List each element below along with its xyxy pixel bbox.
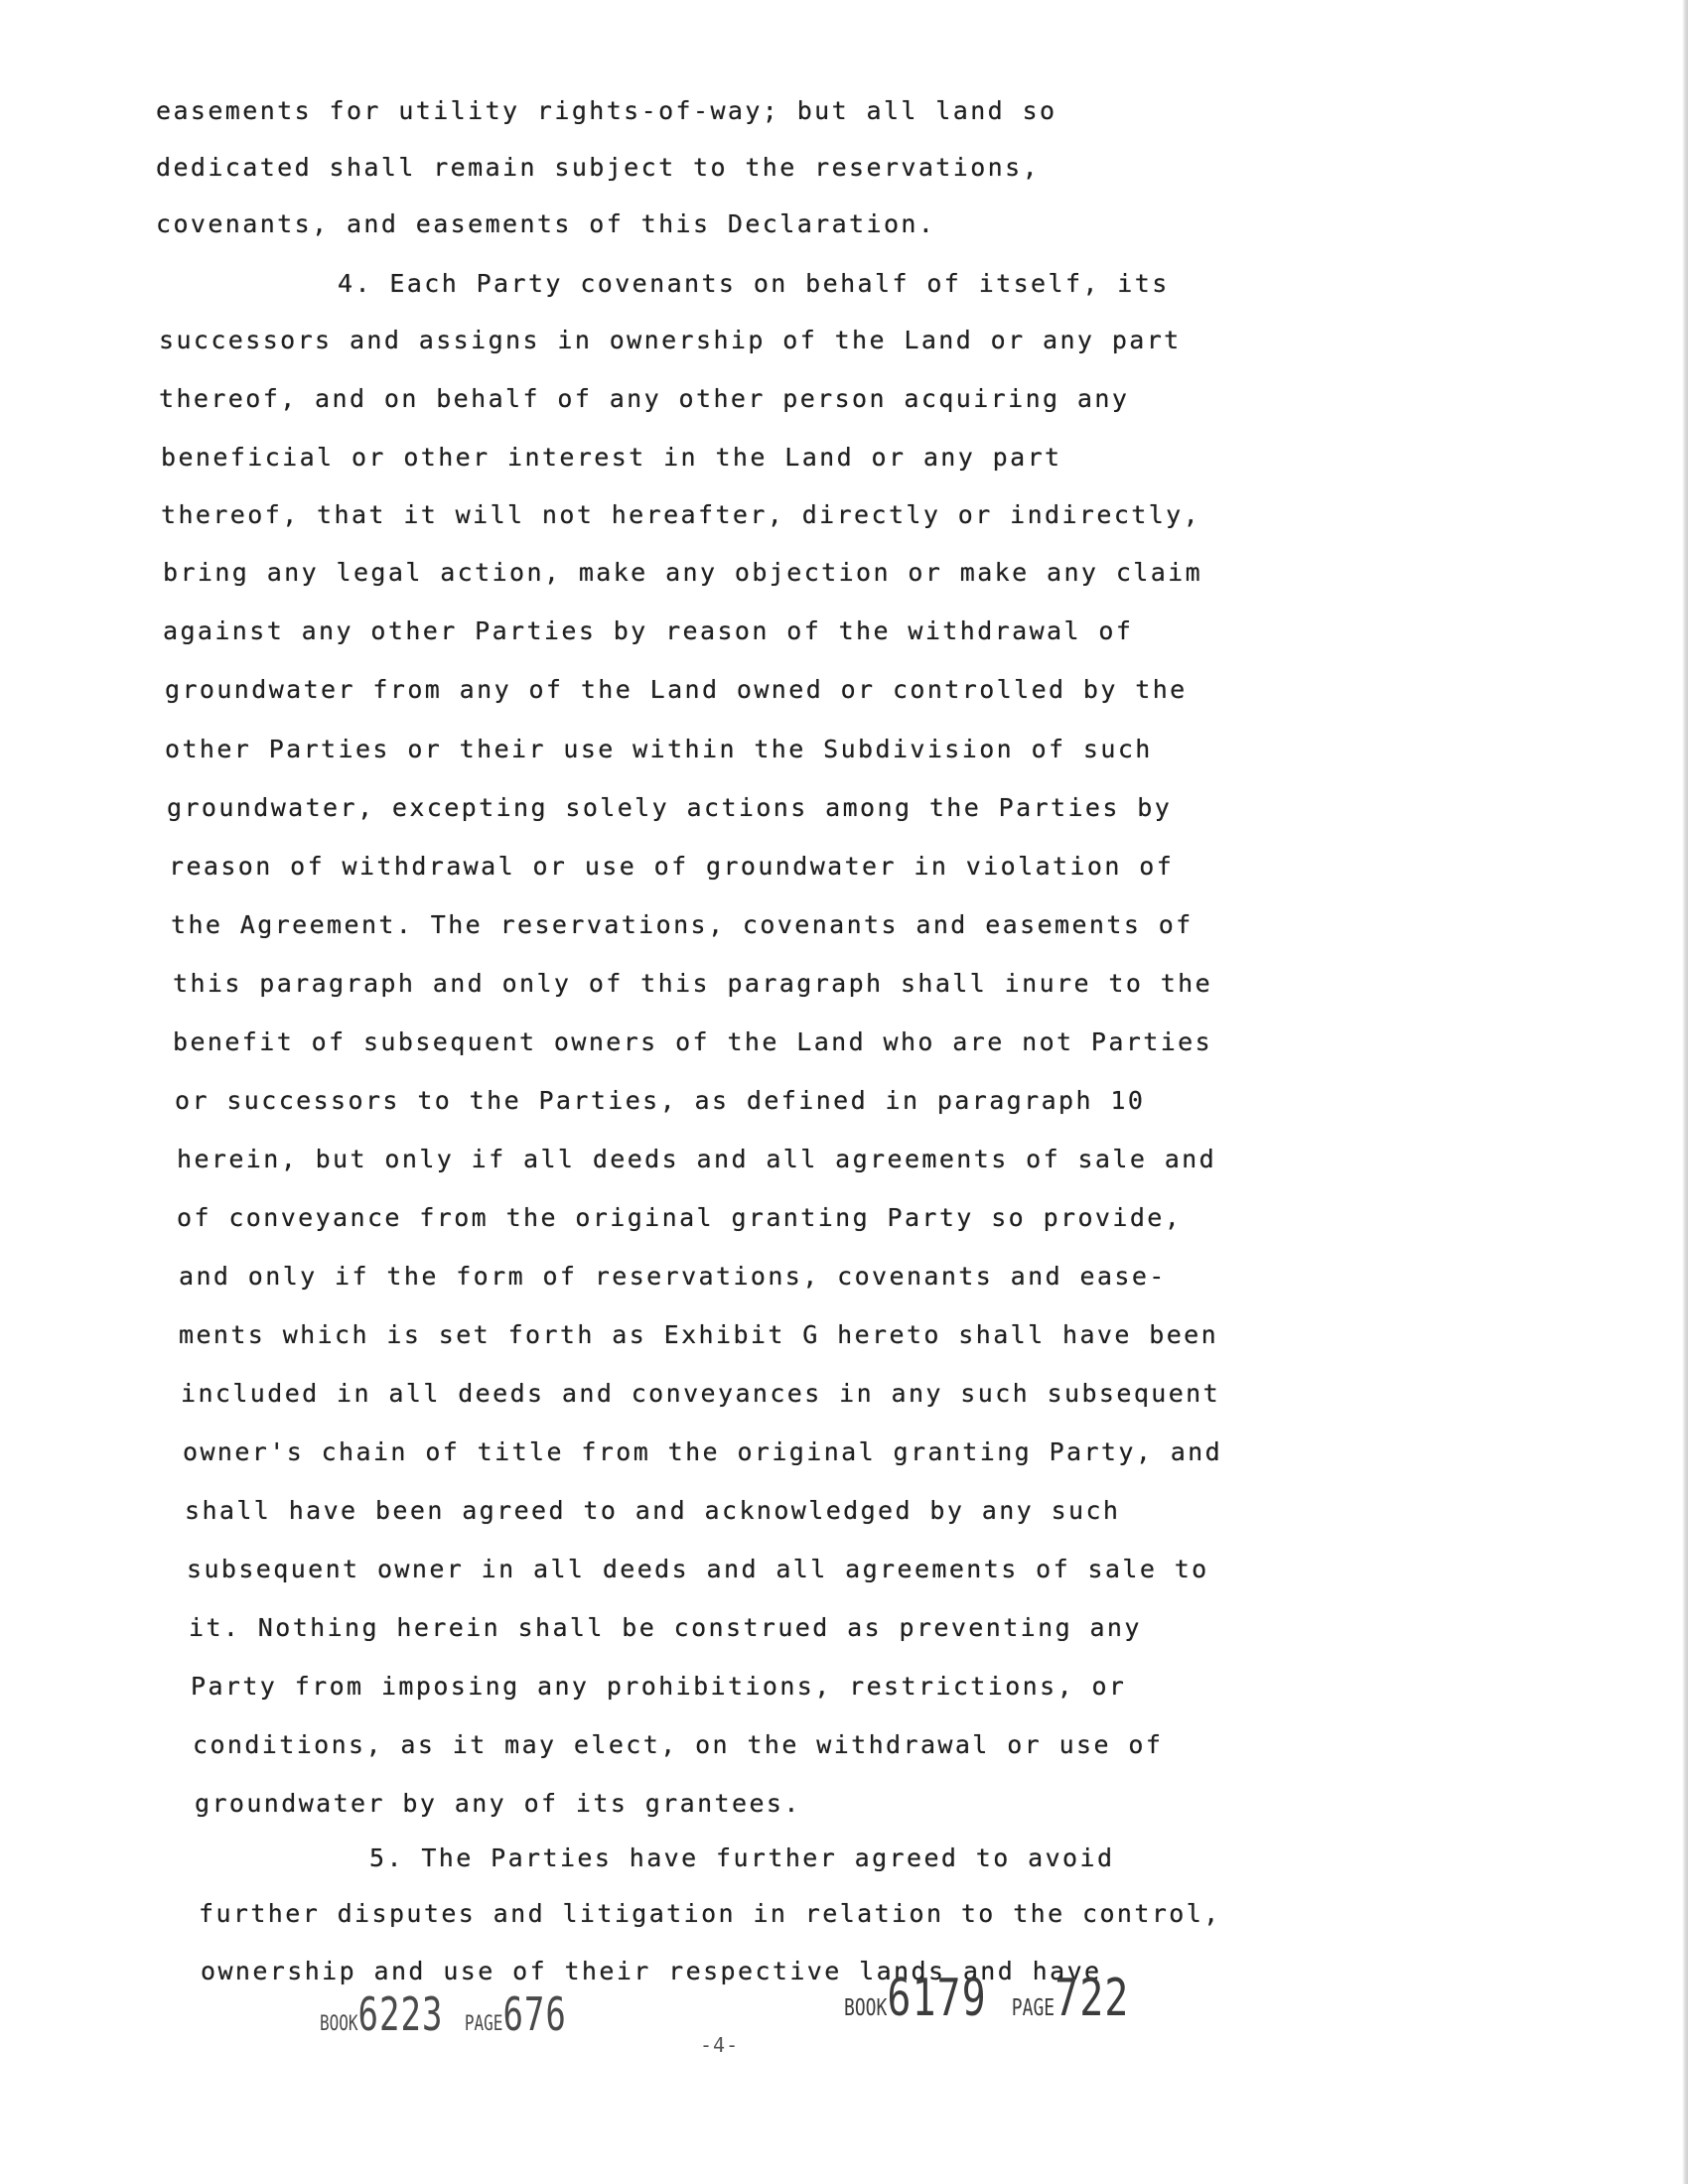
text-line: reason of withdrawal or use of groundwater in violation of bbox=[169, 852, 1175, 881]
text-line: or successors to the Parties, as defined in paragraph 10 bbox=[175, 1086, 1146, 1115]
page-stamp-number: 676 bbox=[502, 1988, 567, 2042]
text-line: ownership and use of their respective lands and have bbox=[201, 1957, 1102, 1985]
page-stamp-number: 722 bbox=[1055, 1969, 1130, 2028]
text-line: 4. Each Party covenants on behalf of itself, its bbox=[338, 269, 1170, 298]
text-line: thereof, that it will not hereafter, directly or indirectly, bbox=[161, 500, 1201, 529]
text-line: further disputes and litigation in relation to the control, bbox=[199, 1899, 1221, 1928]
text-line: groundwater by any of its grantees. bbox=[195, 1789, 801, 1818]
text-line: beneficial or other interest in the Land or any part bbox=[161, 443, 1062, 472]
book-number: 6179 bbox=[887, 1969, 987, 2028]
text-line: herein, but only if all deeds and all agreements of sale and bbox=[177, 1145, 1217, 1173]
text-line: this paragraph and only of this paragraph shall inure to the bbox=[173, 969, 1213, 998]
text-line: against any other Parties by reason of the withdrawal of bbox=[163, 616, 1134, 645]
page-label: PAGE bbox=[1011, 1994, 1055, 2022]
text-line: easements for utility rights-of-way; but all land so bbox=[156, 96, 1057, 125]
text-line: included in all deeds and conveyances in any such subsequent bbox=[181, 1379, 1221, 1408]
book-page-stamp-left bbox=[320, 1988, 567, 2042]
text-line: bring any legal action, make any objection or make any claim bbox=[163, 558, 1203, 587]
text-line: successors and assigns in ownership of the Land or any part bbox=[159, 326, 1182, 354]
page-number: -4- bbox=[700, 2033, 740, 2057]
text-line: ments which is set forth as Exhibit G hereto shall have been bbox=[179, 1320, 1219, 1349]
text-line: the Agreement. The reservations, covenants and easements of bbox=[171, 910, 1194, 939]
text-line: dedicated shall remain subject to the reservations, bbox=[156, 153, 1041, 182]
text-line: covenants, and easements of this Declaration. bbox=[156, 209, 936, 238]
book-label: BOOK bbox=[844, 1994, 888, 2022]
text-line: groundwater from any of the Land owned or controlled by the bbox=[165, 675, 1188, 704]
text-line: Party from imposing any prohibitions, restrictions, or bbox=[191, 1672, 1127, 1701]
text-line: 5. The Parties have further agreed to avoid bbox=[369, 1843, 1115, 1872]
book-label: BOOK bbox=[320, 2009, 358, 2036]
book-number: 6223 bbox=[357, 1988, 444, 2042]
text-line: subsequent owner in all deeds and all agreements of sale to bbox=[187, 1555, 1209, 1583]
text-line: conditions, as it may elect, on the withdrawal or use of bbox=[193, 1730, 1164, 1759]
text-line: it. Nothing herein shall be construed as preventing any bbox=[189, 1613, 1142, 1642]
text-line: of conveyance from the original granting Party so provide, bbox=[177, 1203, 1183, 1232]
text-line: and only if the form of reservations, covenants and ease- bbox=[179, 1262, 1167, 1291]
text-line: groundwater, excepting solely actions among the Parties by bbox=[167, 793, 1173, 822]
text-line: thereof, and on behalf of any other person acquiring any bbox=[159, 384, 1130, 413]
scan-edge-shadow bbox=[1682, 0, 1688, 2184]
page-label: PAGE bbox=[464, 2009, 503, 2036]
text-line: owner's chain of title from the original granting Party, and bbox=[183, 1437, 1223, 1466]
text-line: shall have been agreed to and acknowledged by any such bbox=[185, 1496, 1121, 1525]
text-line: benefit of subsequent owners of the Land who are not Parties bbox=[173, 1027, 1213, 1056]
text-line: other Parties or their use within the Subdivision of such bbox=[165, 735, 1153, 763]
book-page-stamp-right bbox=[844, 1969, 1129, 2028]
